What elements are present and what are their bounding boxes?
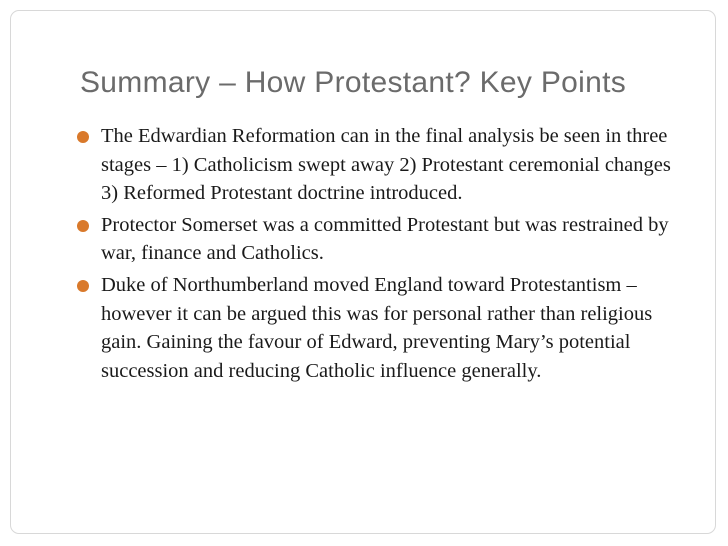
bullet-item	[77, 211, 687, 268]
bullet-list	[77, 122, 687, 388]
bullet-dot-icon	[77, 131, 89, 143]
bullet-text: Duke of Northumberland moved England toward Protestantism – however it can be argued this was for personal rather than religious gain. Gaining the favour of Edward, preventing Mary’s potential succession and reducing Catholic influence generally.	[101, 273, 653, 382]
bullet-text: Protector Somerset was a committed Protestant but was restrained by war, finance and Catholics.	[101, 213, 669, 265]
bullet-item	[77, 122, 687, 208]
bullet-item	[77, 271, 687, 385]
bullet-dot-icon	[77, 220, 89, 232]
bullet-text: The Edwardian Reformation can in the final analysis be seen in three stages – 1) Catholicism swept away 2) Protestant ceremonial changes 3) Reformed Protestant doctrine introduced.	[101, 125, 671, 205]
bullet-dot-icon	[77, 280, 89, 292]
slide-title: Summary – How Protestant? Key Points	[80, 66, 627, 99]
